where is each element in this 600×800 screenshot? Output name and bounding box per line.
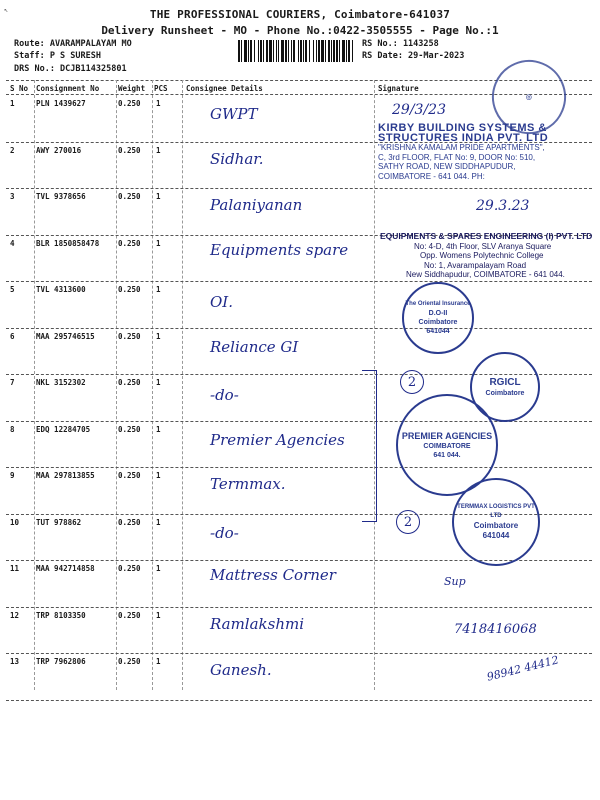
row-weight: 0.250 xyxy=(118,192,141,201)
termmax-stamp xyxy=(452,478,540,566)
barcode-bar xyxy=(313,40,314,62)
row-weight: 0.250 xyxy=(118,517,141,527)
row-pcs: 1 xyxy=(156,657,161,666)
corner-mark: ↖ xyxy=(4,6,9,14)
oriental-line-4: 641044 xyxy=(426,328,450,335)
row-sno: 11 xyxy=(10,564,20,573)
col-consignee: Consignee Details xyxy=(186,84,263,93)
signature-7-circled: 2 xyxy=(400,370,424,394)
row-divider xyxy=(6,188,592,189)
barcode-bar xyxy=(260,40,262,62)
row-consignee: -do- xyxy=(210,386,239,404)
row-divider xyxy=(6,467,592,468)
row-pcs: 1 xyxy=(156,331,161,341)
row-consignment: TRP 7962806 xyxy=(36,657,86,666)
equip-line-2: No: 4-D, 4th Floor, SLV Aranya Square xyxy=(414,241,552,251)
handwritten-bracket xyxy=(362,370,377,522)
barcode-bar xyxy=(269,40,272,62)
row-consignee: OI. xyxy=(210,293,233,311)
row-pcs: 1 xyxy=(156,378,161,387)
col-divider xyxy=(182,80,183,690)
barcode-bar xyxy=(300,40,302,62)
termmax-line-3: 641044 xyxy=(482,531,510,540)
row-weight: 0.250 xyxy=(118,99,141,108)
row-consignment: TVL 9378656 xyxy=(36,192,86,201)
row-pcs: 1 xyxy=(156,471,161,480)
row-weight: 0.250 xyxy=(118,145,141,155)
row-pcs: 1 xyxy=(156,564,161,573)
equip-line-4: No: 1, Avarampalayam Road xyxy=(424,260,527,270)
row-weight: 0.250 xyxy=(118,331,141,341)
barcode-bar xyxy=(250,40,252,62)
barcode-bar xyxy=(293,40,295,62)
row-sno: 5 xyxy=(10,285,15,294)
barcode-bar xyxy=(346,40,347,62)
signature-12: 7418416068 xyxy=(454,622,537,637)
row-sno: 9 xyxy=(10,471,15,480)
kirby-line-4: C, 3rd FLOOR, FLAT No: 9, DOOR No: 510, xyxy=(378,152,536,162)
row-consignment: TUT 978862 xyxy=(36,517,82,527)
row-pcs: 1 xyxy=(156,238,161,248)
row-sno: 8 xyxy=(10,424,15,434)
col-pcs: PCS xyxy=(154,84,168,93)
row-weight: 0.250 xyxy=(118,424,141,434)
oriental-insurance-stamp xyxy=(402,282,474,354)
row-weight: 0.250 xyxy=(118,471,141,480)
termmax-line-1: TERMMAX LOGISTICS PVT LTD xyxy=(457,504,535,519)
equip-line-1: EQUIPMENTS & SPARES ENGINEERING (I) PVT. LTD xyxy=(380,231,593,241)
row-consignee: Reliance GI xyxy=(210,337,299,356)
kirby-line-1: KIRBY BUILDING SYSTEMS & xyxy=(378,122,547,134)
col-weight: Weight xyxy=(118,84,146,93)
oriental-line-1: The Oriental Insurance xyxy=(405,301,471,307)
row-consignee: Ganesh. xyxy=(210,661,272,679)
barcode-bar xyxy=(318,40,320,62)
col-consignment: Consignment No xyxy=(36,84,100,93)
barcode-bar xyxy=(276,40,277,62)
termmax-line-2: Coimbatore xyxy=(473,521,519,530)
row-pcs: 1 xyxy=(156,610,161,620)
barcode-bar xyxy=(254,40,255,62)
row-consignment: MAA 295746515 xyxy=(36,331,95,341)
signature-3: 29.3.23 xyxy=(476,198,530,214)
premier-line-2: COIMBATORE xyxy=(423,442,471,450)
barcode-bar xyxy=(333,40,335,62)
row-weight: 0.250 xyxy=(118,610,141,620)
drs-label: DRS No.: DCJB114325801 xyxy=(14,64,127,74)
row-consignment: MAA 297813855 xyxy=(36,471,95,480)
barcode-bar xyxy=(266,40,268,62)
row-pcs: 1 xyxy=(156,424,161,434)
kirby-line-6: COIMBATORE - 641 044. PH: xyxy=(378,171,485,181)
barcode-bar xyxy=(244,40,247,62)
staff-label: Staff: P S SURESH xyxy=(14,51,101,61)
row-consignment: PLN 1439627 xyxy=(36,99,86,108)
row-weight: 0.250 xyxy=(118,564,141,573)
barcode-bar xyxy=(288,40,289,62)
row-pcs: 1 xyxy=(156,99,161,108)
premier-line-3: 641 044. xyxy=(433,451,461,459)
barcode-bar xyxy=(305,40,307,62)
row-weight: 0.250 xyxy=(118,657,141,666)
barcode-bar xyxy=(328,40,330,62)
row-consignee: Termmax. xyxy=(210,475,286,493)
barcode-bar xyxy=(273,40,274,62)
row-consignment: MAA 942714858 xyxy=(36,564,95,573)
col-sno: S No xyxy=(10,84,29,93)
barcode-bar xyxy=(238,40,240,62)
row-weight: 0.250 xyxy=(118,378,141,387)
rs-number: RS No.: 1143258 xyxy=(362,39,439,49)
barcode-bar xyxy=(321,40,324,62)
barcode-bar xyxy=(263,40,264,62)
row-pcs: 1 xyxy=(156,192,161,201)
row-consignment: AWY 270016 xyxy=(36,145,82,155)
row-sno: 4 xyxy=(10,238,15,248)
row-consignee: GWPT xyxy=(210,105,258,123)
barcode-bar xyxy=(291,40,292,62)
col-divider xyxy=(34,80,35,690)
barcode-bar xyxy=(339,40,340,62)
barcode-bar xyxy=(303,40,304,62)
row-consignee: Premier Agencies xyxy=(210,430,345,449)
signature-13: 98942 44412 xyxy=(485,653,560,684)
equipments-stamp xyxy=(380,232,592,280)
equip-line-5: New Siddhapudur, COIMBATORE - 641 044. xyxy=(406,270,565,279)
row-consignee: Equipments spare xyxy=(210,240,349,259)
rgicl-line-2: Coimbatore xyxy=(485,389,525,397)
route-label: Route: AVARAMPALAYAM MO xyxy=(14,39,132,49)
barcode-bar xyxy=(336,40,338,62)
barcode-bar xyxy=(325,40,326,62)
col-signature: Signature xyxy=(378,84,419,93)
barcode xyxy=(238,40,356,62)
barcode-bar xyxy=(352,40,353,62)
signature-10-circled: 2 xyxy=(396,510,420,534)
row-consignee: Palaniyanan xyxy=(210,196,303,214)
barcode-bar xyxy=(298,40,299,62)
row-sno: 7 xyxy=(10,378,15,387)
row-divider xyxy=(6,653,592,654)
barcode-bar xyxy=(241,40,242,62)
premier-line-1: PREMIER AGENCIES xyxy=(401,430,493,441)
barcode-bar xyxy=(348,40,350,62)
barcode-bar xyxy=(281,40,284,62)
barcode-bar xyxy=(285,40,287,62)
barcode-bar xyxy=(316,40,317,62)
rs-date: RS Date: 29-Mar-2023 xyxy=(362,51,465,61)
equip-line-3: Opp. Womens Polytechnic College xyxy=(420,251,544,260)
row-divider xyxy=(6,328,592,329)
kirby-line-2: STRUCTURES INDIA PVT. LTD xyxy=(378,131,549,144)
row-weight: 0.250 xyxy=(118,238,141,248)
row-sno: 1 xyxy=(10,99,15,108)
barcode-bar xyxy=(248,40,249,62)
barcode-bar xyxy=(342,40,345,62)
rgicl-line-1: RGICL xyxy=(489,376,521,388)
signature-1: 29/3/23 xyxy=(392,102,446,118)
row-sno: 2 xyxy=(10,145,15,155)
kirby-line-5: SATHY ROAD, NEW SIDDHAPUDUR, xyxy=(378,162,516,171)
row-sno: 10 xyxy=(10,517,20,527)
row-sno: 6 xyxy=(10,331,15,341)
col-divider xyxy=(116,80,117,690)
row-consignment: TRP 8103350 xyxy=(36,610,86,620)
row-sno: 12 xyxy=(10,610,20,620)
signature-11: Sup xyxy=(444,575,466,588)
company-title: THE PROFESSIONAL COURIERS, Coimbatore-641037 xyxy=(149,8,451,21)
barcode-bar xyxy=(309,40,310,62)
row-consignee: -do- xyxy=(210,523,239,542)
row-sno: 3 xyxy=(10,192,15,201)
row-divider xyxy=(6,700,592,701)
kirby-line-3: "KRISHNA KAMALAM PRIDE APARTMENTS", xyxy=(378,143,545,152)
row-divider xyxy=(6,607,592,608)
row-consignment: EDQ 12284705 xyxy=(36,424,91,434)
barcode-bar xyxy=(278,40,279,62)
barcode-bar xyxy=(331,40,332,62)
row-weight: 0.250 xyxy=(118,285,141,294)
barcode-bar xyxy=(258,40,259,62)
row-divider xyxy=(6,281,592,282)
row-pcs: 1 xyxy=(156,517,161,527)
top-round-stamp: ◎ xyxy=(481,49,577,145)
row-consignment: NKL 3152302 xyxy=(36,378,86,387)
row-consignment: BLR 1850858478 xyxy=(36,238,100,248)
oriental-line-2: D.O-II xyxy=(428,310,448,317)
row-consignment: TVL 4313600 xyxy=(36,285,86,294)
row-consignee: Ramlakshmi xyxy=(210,614,305,633)
row-sno: 13 xyxy=(10,657,20,666)
oriental-line-3: Coimbatore xyxy=(418,319,458,326)
row-consignee: Mattress Corner xyxy=(210,566,336,584)
col-divider xyxy=(152,80,153,690)
row-pcs: 1 xyxy=(156,145,161,155)
row-pcs: 1 xyxy=(156,285,161,294)
kirby-stamp xyxy=(378,124,548,181)
row-consignee: Sidhar. xyxy=(210,149,264,168)
runsheet-title: Delivery Runsheet - MO - Phone No.:0422-3505555 - Page No.:1 xyxy=(101,24,499,37)
